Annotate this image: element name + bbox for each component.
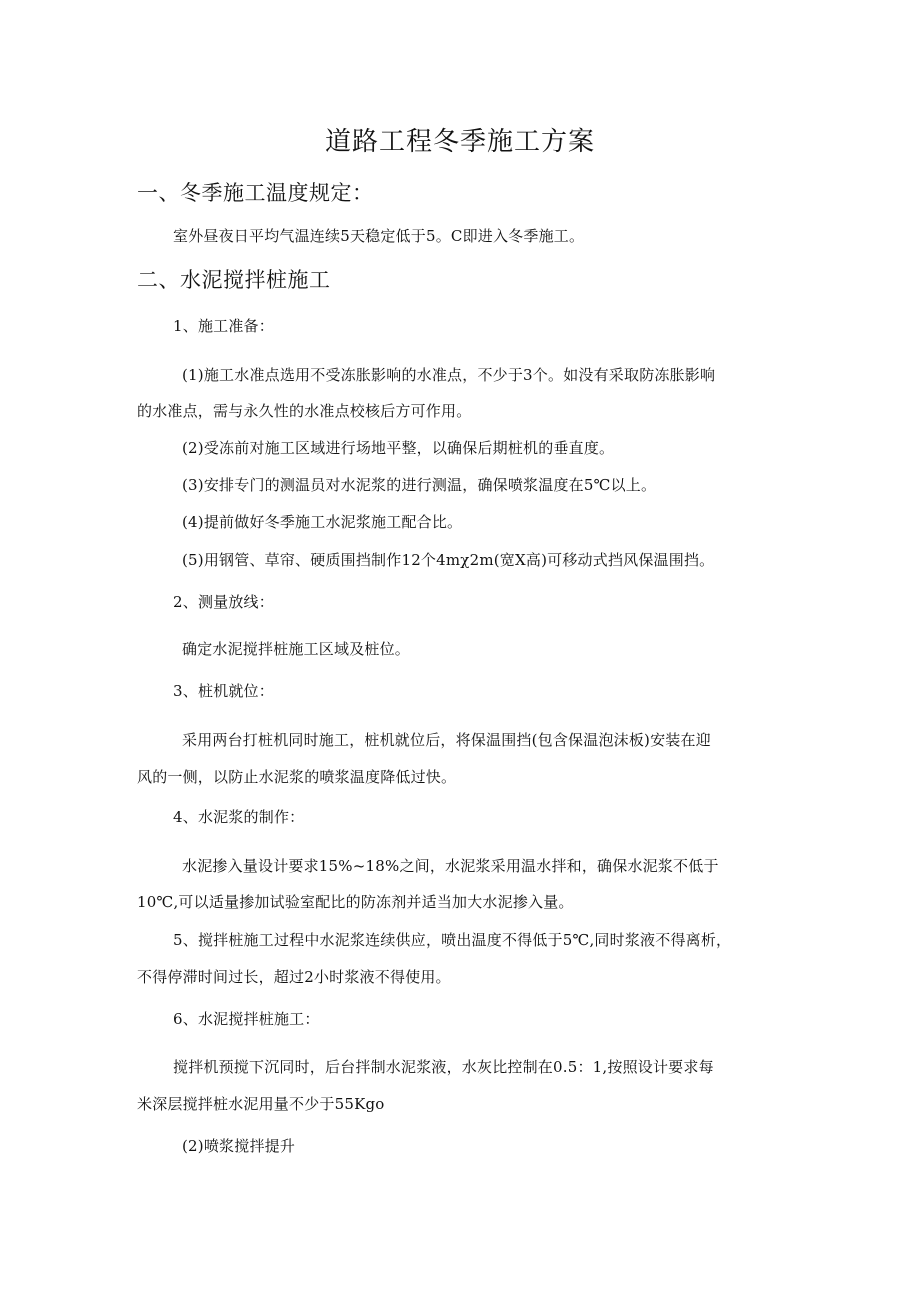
paragraph: 室外昼夜日平均气温连续5天稳定低于5。C即进入冬季施工。 (173, 227, 585, 245)
document-title: 道路工程冬季施工方案 (324, 127, 595, 157)
paragraph-line: 水泥掺入量设计要求15%~18%之间，水泥浆采用温水拌和，确保水泥浆不低于 (182, 857, 719, 875)
item-label-3: 3、桩机就位： (173, 682, 274, 700)
paragraph-line: (5)用钢管、草帘、硬质围挡制作12个4mχ2m(宽X高)可移动式挡风保温围挡。 (182, 551, 715, 569)
paragraph-line: (3)安排专门的测温员对水泥浆的进行测温，确保喷浆温度在5℃以上。 (182, 476, 657, 494)
paragraph-line: 5、搅拌桩施工过程中水泥浆连续供应，喷出温度不得低于5℃,同时浆液不得离析， (173, 931, 732, 949)
section-heading-2: 二、水泥搅拌桩施工 (137, 268, 331, 292)
paragraph-line: 不得停滞时间过长，超过2小时浆液不得使用。 (137, 968, 451, 986)
paragraph-line: 搅拌机预搅下沉同时，后台拌制水泥浆液，水灰比控制在0.5：1,按照设计要求每 (173, 1058, 714, 1076)
item-label-6: 6、水泥搅拌桩施工： (173, 1010, 320, 1028)
section-heading-1: 一、冬季施工温度规定： (137, 181, 374, 205)
paragraph-line: (4)提前做好冬季施工水泥浆施工配合比。 (182, 513, 463, 531)
item-label-4: 4、水泥浆的制作： (173, 808, 305, 826)
paragraph-line: 米深层搅拌桩水泥用量不少于55Kgo (137, 1095, 385, 1113)
paragraph-line: (2)受冻前对施工区域进行场地平整，以确保后期桩机的垂直度。 (182, 439, 615, 457)
paragraph-line: 的水准点，需与永久性的水准点校核后方可作用。 (137, 402, 472, 420)
paragraph-line: 10℃,可以适量掺加试验室配比的防冻剂并适当加大水泥掺入量。 (137, 893, 574, 911)
paragraph-line: 采用两台打桩机同时施工，桩机就位后，将保温围挡(包含保温泡沫板)安装在迎 (182, 731, 711, 749)
paragraph-line: 确定水泥搅拌桩施工区域及桩位。 (182, 640, 411, 658)
paragraph-line: (2)喷浆搅拌提升 (182, 1137, 296, 1155)
item-label-1: 1、施工准备： (173, 317, 274, 335)
paragraph-line: 风的一侧，以防止水泥浆的喷浆温度降低过快。 (137, 768, 457, 786)
paragraph-line: (1)施工水准点选用不受冻胀影响的水准点，不少于3个。如没有采取防冻胀影响 (182, 366, 716, 384)
item-label-2: 2、测量放线： (173, 593, 274, 611)
